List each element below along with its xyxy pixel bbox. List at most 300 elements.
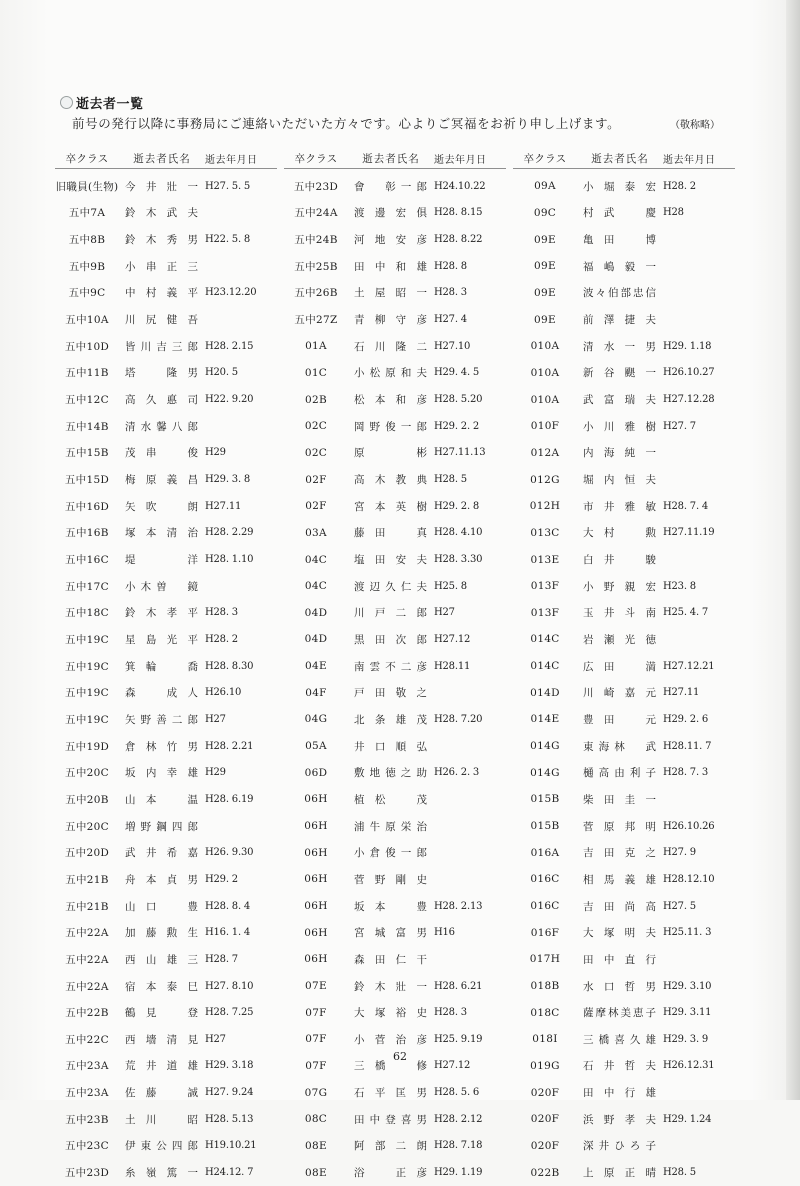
entry-class: 06H — [304, 953, 328, 966]
entry-row — [55, 1079, 277, 1106]
entry-date: H29. 4. 5 — [434, 367, 480, 379]
entry-class: 五中10D — [64, 340, 110, 353]
entry-class: 五中26B — [294, 287, 338, 300]
entry-row — [513, 653, 735, 680]
entry-date: H27.12.21 — [663, 660, 715, 672]
entry-date: H28. 4.10 — [434, 527, 483, 539]
entry-row — [55, 253, 277, 280]
entry-row — [513, 1079, 735, 1106]
entry-name: 會 彰一郎 — [354, 180, 428, 193]
entry-row — [284, 1026, 506, 1053]
header-name: 逝去者氏名 — [133, 152, 191, 165]
entry-name: 吉田尚高 — [583, 900, 657, 913]
entry-name: 大村 勲 — [583, 527, 657, 540]
entry-class: 014G — [530, 766, 560, 779]
entry-name: 鶴見 登 — [125, 1007, 199, 1020]
entry-row — [513, 173, 735, 200]
entry-name: 森 成人 — [125, 687, 199, 700]
entry-class: 五中16C — [65, 554, 109, 567]
entry-name: 南雲不二彦 — [354, 660, 428, 673]
entry-class: 五中14B — [65, 420, 109, 433]
entry-row — [55, 1133, 277, 1160]
entry-name: 三橋喜久雄 — [583, 1033, 657, 1046]
entry-date: H29. 3.11 — [663, 1007, 712, 1019]
entry-name: 小木曽 鏡 — [125, 580, 199, 593]
entry-row — [55, 679, 277, 706]
entry-date: H25.11. 3 — [663, 927, 712, 939]
entry-date: H28. 8.30 — [205, 660, 254, 672]
entry-row — [513, 679, 735, 706]
entry-name: 薩摩林美恵子 — [583, 1007, 657, 1020]
entry-class: 07E — [305, 980, 327, 993]
entry-class: 020F — [530, 1139, 560, 1152]
entry-name: 小倉俊一郎 — [354, 847, 428, 860]
list-column-3 — [513, 148, 735, 1180]
entry-date: H23. 8 — [663, 580, 696, 592]
entry-row — [284, 999, 506, 1026]
entry-date: H28. 2 — [205, 633, 238, 645]
entry-date: H27.10 — [434, 340, 471, 352]
entry-name: 大塚明夫 — [583, 927, 657, 940]
entry-row — [513, 706, 735, 733]
entry-name: 坂本 豊 — [354, 900, 428, 913]
entry-date: H29. 2 — [205, 873, 238, 885]
deceased-list — [55, 148, 735, 1180]
entry-name: 井口順弘 — [354, 740, 428, 753]
entry-class: 06H — [304, 820, 328, 833]
entry-list — [55, 173, 277, 1186]
entry-date: H28. 3.30 — [434, 554, 483, 566]
entry-row — [284, 733, 506, 760]
entry-row — [284, 173, 506, 200]
entry-name: 伊東公四郎 — [125, 1140, 199, 1153]
entry-name: 中村義平 — [125, 287, 199, 300]
entry-name: 土川 昭 — [125, 1113, 199, 1126]
entry-row — [55, 466, 277, 493]
entry-class: 五中20C — [65, 767, 109, 780]
entry-row — [513, 759, 735, 786]
entry-class: 五中19C — [65, 687, 109, 700]
entry-row — [284, 573, 506, 600]
entry-name: 浴 正彦 — [354, 1167, 428, 1180]
entry-class: 08E — [305, 1166, 327, 1179]
entry-class: 07F — [305, 1033, 327, 1046]
entry-row — [513, 573, 735, 600]
entry-class: 五中23B — [65, 1113, 109, 1126]
entry-class: 01A — [305, 340, 327, 353]
entry-date: H16 — [434, 927, 455, 939]
entry-name: 武富瑞夫 — [583, 394, 657, 407]
entry-date: H27.12.28 — [663, 394, 715, 406]
entry-name: 前澤捷夫 — [583, 314, 657, 327]
entry-row — [284, 253, 506, 280]
entry-date: H27. 5. 5 — [205, 180, 251, 192]
entry-row — [55, 200, 277, 227]
entry-date: H27.12 — [434, 1060, 471, 1072]
entry-name: 黒田次郎 — [354, 633, 428, 646]
entry-row — [513, 919, 735, 946]
entry-row — [284, 360, 506, 387]
entry-date: H28. 5 — [663, 1167, 696, 1179]
entry-row — [513, 386, 735, 413]
entry-class: 五中12C — [65, 394, 109, 407]
entry-date: H27. 9.24 — [205, 1087, 254, 1099]
entry-name: 柴田圭一 — [583, 793, 657, 806]
honorific-note: （敬称略） — [670, 120, 720, 131]
entry-date: H25. 8 — [434, 580, 467, 592]
entry-name: 川尻健吾 — [125, 314, 199, 327]
entry-row — [513, 546, 735, 573]
entry-row — [513, 253, 735, 280]
entry-class: 五中20B — [65, 793, 109, 806]
entry-class: 五中10A — [65, 314, 109, 327]
entry-class: 04G — [304, 713, 328, 726]
entry-class: 五中19C — [65, 713, 109, 726]
entry-name: 坂内幸雄 — [125, 767, 199, 780]
entry-row — [513, 493, 735, 520]
entry-name: 皆川吉三郎 — [125, 340, 199, 353]
entry-date: H22. 5. 8 — [205, 234, 251, 246]
entry-name: 浜野孝夫 — [583, 1113, 657, 1126]
header-name: 逝去者氏名 — [362, 152, 420, 165]
entry-name: 市井雅敏 — [583, 500, 657, 513]
entry-name: 渡邊宏俱 — [354, 207, 428, 220]
entry-name: 堀内恒夫 — [583, 474, 657, 487]
entry-row — [513, 226, 735, 253]
entry-name: 堤 洋 — [125, 554, 199, 567]
entry-name: 東海林 武 — [583, 740, 657, 753]
entry-class: 02F — [305, 500, 327, 513]
entry-class: 07F — [305, 1059, 327, 1072]
entry-class: 020F — [530, 1086, 560, 1099]
entry-class: 010A — [530, 340, 560, 353]
entry-class: 五中8B — [68, 234, 106, 247]
entry-date: H27.11 — [205, 500, 242, 512]
entry-date: H28. 5. 6 — [434, 1087, 480, 1099]
entry-date: H26. 9.30 — [205, 847, 254, 859]
entry-class: 02C — [304, 446, 328, 459]
entry-row — [284, 600, 506, 627]
entry-name: 糸嶺篤一 — [125, 1167, 199, 1180]
entry-class: 五中23D — [64, 1167, 110, 1180]
entry-name: 倉林竹男 — [125, 740, 199, 753]
entry-row — [284, 919, 506, 946]
entry-class: 06H — [304, 846, 328, 859]
entry-row — [55, 1106, 277, 1133]
entry-row — [55, 1159, 277, 1186]
entry-class: 五中16D — [64, 500, 110, 513]
entry-row — [55, 333, 277, 360]
entry-name: 舟本貞男 — [125, 873, 199, 886]
entry-name: 原 彬 — [354, 447, 428, 460]
entry-date: H28. 7.25 — [205, 1007, 254, 1019]
entry-class: 09E — [534, 260, 556, 273]
entry-name: 大塚裕史 — [354, 1007, 428, 1020]
entry-class: 07G — [304, 1086, 328, 1099]
entry-name: 岡野俊一郎 — [354, 420, 428, 433]
entry-name: 阿部二朗 — [354, 1140, 428, 1153]
entry-name: 佐藤 誠 — [125, 1087, 199, 1100]
entry-name: 渡辺久仁夫 — [354, 580, 428, 593]
entry-row — [513, 466, 735, 493]
entry-row — [284, 759, 506, 786]
entry-class: 五中23A — [65, 1087, 109, 1100]
entry-date: H28. 7. 3 — [663, 767, 709, 779]
entry-date: H27. 7 — [663, 420, 696, 432]
entry-row — [513, 839, 735, 866]
entry-date: H19.10.21 — [205, 1140, 257, 1152]
entry-row — [55, 946, 277, 973]
entry-class: 五中19D — [64, 740, 110, 753]
entry-class: 06H — [304, 793, 328, 806]
entry-name: 水口哲男 — [583, 980, 657, 993]
entry-row — [284, 786, 506, 813]
entry-name: 土屋昭一 — [354, 287, 428, 300]
entry-row — [284, 1133, 506, 1160]
header-date: 逝去年月日 — [663, 154, 716, 166]
entry-name: 三橋 修 — [354, 1060, 428, 1073]
entry-date: H29. 1.24 — [663, 1113, 712, 1125]
entry-name: 清水馨八郎 — [125, 420, 199, 433]
entry-name: 宮城富男 — [354, 927, 428, 940]
entry-class: 010F — [530, 420, 560, 433]
entry-name: 田中直行 — [583, 953, 657, 966]
entry-date: H29. 3. 8 — [205, 474, 251, 486]
entry-date: H22. 9.20 — [205, 394, 254, 406]
entry-date: H28. 2 — [663, 180, 696, 192]
entry-name: 川戸二郎 — [354, 607, 428, 620]
column-header — [513, 148, 735, 169]
entry-row — [284, 280, 506, 307]
entry-class: 016A — [530, 846, 560, 859]
entry-class: 五中19C — [65, 660, 109, 673]
entry-row — [513, 280, 735, 307]
entry-class: 五中23C — [65, 1140, 109, 1153]
entry-class: 06H — [304, 926, 328, 939]
entry-row — [513, 200, 735, 227]
entry-date: H27. 8.10 — [205, 980, 254, 992]
entry-class: 014C — [530, 660, 560, 673]
entry-name: 高木教典 — [354, 474, 428, 487]
entry-date: H28. 2.12 — [434, 1113, 483, 1125]
page-number: 62 — [393, 1050, 407, 1063]
entry-class: 04F — [305, 686, 327, 699]
entry-name: 塔 隆男 — [125, 367, 199, 380]
entry-date: H28. 7.20 — [434, 713, 483, 725]
entry-date: H27. 5 — [663, 900, 696, 912]
entry-name: 松本和彦 — [354, 394, 428, 407]
entry-name: 梅原義昌 — [125, 474, 199, 487]
entry-row — [513, 440, 735, 467]
entry-row — [513, 600, 735, 627]
entry-class: 五中9C — [68, 287, 106, 300]
entry-row — [513, 1106, 735, 1133]
entry-name: 河地安彦 — [354, 234, 428, 247]
entry-date: H24.10.22 — [434, 180, 486, 192]
entry-class: 06H — [304, 900, 328, 913]
entry-row — [55, 600, 277, 627]
entry-class: 02C — [304, 420, 328, 433]
entry-name: 浦牛原栄治 — [354, 820, 428, 833]
entry-class: 五中22B — [65, 1007, 109, 1020]
entry-row — [55, 999, 277, 1026]
entry-name: 北条雄茂 — [354, 713, 428, 726]
entry-class: 五中23A — [65, 1060, 109, 1073]
entry-date: H29. 3.18 — [205, 1060, 254, 1072]
entry-name: 波々伯部忠信 — [583, 287, 657, 300]
entry-row — [513, 626, 735, 653]
entry-class: 08C — [304, 1113, 328, 1126]
entry-date: H28. 5.13 — [205, 1113, 254, 1125]
entry-date: H28. 6.21 — [434, 980, 483, 992]
entry-class: 五中19C — [65, 633, 109, 646]
entry-class: 五中15B — [65, 447, 109, 460]
header-class: 卒クラス — [523, 152, 567, 165]
entry-class: 五中15D — [64, 474, 110, 487]
entry-class: 02F — [305, 473, 327, 486]
entry-name: 星島光平 — [125, 633, 199, 646]
entry-date: H26.12.31 — [663, 1060, 715, 1072]
entry-row — [55, 893, 277, 920]
entry-class: 05A — [305, 740, 327, 753]
entry-name: 豊田 元 — [583, 713, 657, 726]
header-class: 卒クラス — [65, 152, 109, 165]
entry-name: 増野鋼四郎 — [125, 820, 199, 833]
entry-row — [284, 866, 506, 893]
entry-row — [55, 839, 277, 866]
entry-class: 04D — [304, 633, 328, 646]
entry-row — [284, 1106, 506, 1133]
entry-class: 014D — [530, 686, 560, 699]
entry-date: H26.10.26 — [663, 820, 715, 832]
entry-class: 04D — [304, 606, 328, 619]
entry-date: H28.11 — [434, 660, 471, 672]
entry-class: 五中23D — [293, 180, 339, 193]
entry-date: H28. 8.15 — [434, 207, 483, 219]
entry-name: 武井希嘉 — [125, 847, 199, 860]
entry-row — [513, 893, 735, 920]
entry-name: 矢吹 朗 — [125, 500, 199, 513]
section-title: 逝去者一覧 — [76, 96, 144, 112]
entry-name: 荒井道雄 — [125, 1060, 199, 1073]
entry-name: 白井 駿 — [583, 554, 657, 567]
entry-date: H28. 1.10 — [205, 554, 254, 566]
entry-class: 旧職員(生物) — [55, 180, 119, 193]
entry-date: H29. 2. 6 — [663, 713, 709, 725]
entry-list — [284, 173, 506, 1186]
entry-class: 03A — [305, 526, 327, 539]
entry-date: H28. 3 — [434, 1007, 467, 1019]
entry-name: 村武 慶 — [583, 207, 657, 220]
entry-row — [513, 360, 735, 387]
entry-row — [284, 306, 506, 333]
entry-class: 01C — [304, 366, 328, 379]
entry-date: H26.10 — [205, 687, 242, 699]
entry-date: H28. 6.19 — [205, 793, 254, 805]
entry-name: 茂串 俊 — [125, 447, 199, 460]
entry-row — [55, 520, 277, 547]
header-date: 逝去年月日 — [205, 154, 258, 166]
column-header — [55, 148, 277, 169]
entry-date: H27. 4 — [434, 314, 467, 326]
entry-class: 022B — [530, 1166, 560, 1179]
entry-class: 013F — [530, 606, 560, 619]
entry-row — [55, 626, 277, 653]
entry-date: H25. 4. 7 — [663, 607, 709, 619]
entry-name: 箕輪 喬 — [125, 660, 199, 673]
section-heading — [60, 92, 144, 112]
entry-row — [513, 1026, 735, 1053]
list-column-1 — [55, 148, 277, 1180]
entry-date: H29 — [205, 767, 226, 779]
entry-date: H16. 1. 4 — [205, 927, 251, 939]
entry-class: 五中21B — [65, 873, 109, 886]
entry-class: 五中20D — [64, 847, 110, 860]
entry-list — [513, 173, 735, 1186]
entry-date: H28 — [663, 207, 684, 219]
entry-name: 宮本英樹 — [354, 500, 428, 513]
entry-row — [513, 999, 735, 1026]
entry-date: H23.12.20 — [205, 287, 257, 299]
entry-date: H28. 8. 4 — [205, 900, 251, 912]
entry-row — [55, 280, 277, 307]
entry-row — [284, 706, 506, 733]
entry-name: 田中登喜男 — [354, 1113, 428, 1126]
entry-name: 小野親宏 — [583, 580, 657, 593]
entry-class: 五中22C — [65, 1033, 109, 1046]
entry-class: 02B — [305, 393, 327, 406]
entry-name: 川崎嘉元 — [583, 687, 657, 700]
entry-row — [513, 306, 735, 333]
entry-name: 亀田 博 — [583, 234, 657, 247]
entry-name: 鈴木孝平 — [125, 607, 199, 620]
entry-class: 09C — [533, 206, 557, 219]
entry-date: H29. 1.19 — [434, 1167, 483, 1179]
entry-row — [284, 813, 506, 840]
entry-row — [513, 973, 735, 1000]
entry-class: 014G — [530, 740, 560, 753]
entry-row — [284, 626, 506, 653]
entry-row — [284, 839, 506, 866]
entry-name: 小川雅樹 — [583, 420, 657, 433]
entry-date: H26.10.27 — [663, 367, 715, 379]
entry-date: H28. 2.21 — [205, 740, 254, 752]
entry-date: H28. 2.29 — [205, 527, 254, 539]
entry-class: 09E — [534, 313, 556, 326]
entry-row — [284, 413, 506, 440]
entry-class: 五中11B — [65, 367, 109, 380]
entry-name: 敷地徳之助 — [354, 767, 428, 780]
entry-row — [284, 1159, 506, 1186]
entry-name: 西墻清見 — [125, 1033, 199, 1046]
entry-name: 鈴木秀男 — [125, 234, 199, 247]
entry-class: 五中20C — [65, 820, 109, 833]
entry-row — [55, 440, 277, 467]
entry-class: 五中16B — [65, 527, 109, 540]
entry-row — [55, 1026, 277, 1053]
entry-class: 013F — [530, 580, 560, 593]
entry-row — [55, 919, 277, 946]
intro-text: 前号の発行以降に事務局にご連絡いただいた方々です。心よりご冥福をお祈り申し上げます。 — [72, 116, 621, 131]
entry-row — [55, 733, 277, 760]
entry-row — [513, 946, 735, 973]
header-date: 逝去年月日 — [434, 154, 487, 166]
entry-row — [284, 333, 506, 360]
entry-class: 五中24A — [294, 207, 338, 220]
entry-row — [55, 386, 277, 413]
entry-name: 藤田 真 — [354, 527, 428, 540]
entry-date: H29. 2. 2 — [434, 420, 480, 432]
